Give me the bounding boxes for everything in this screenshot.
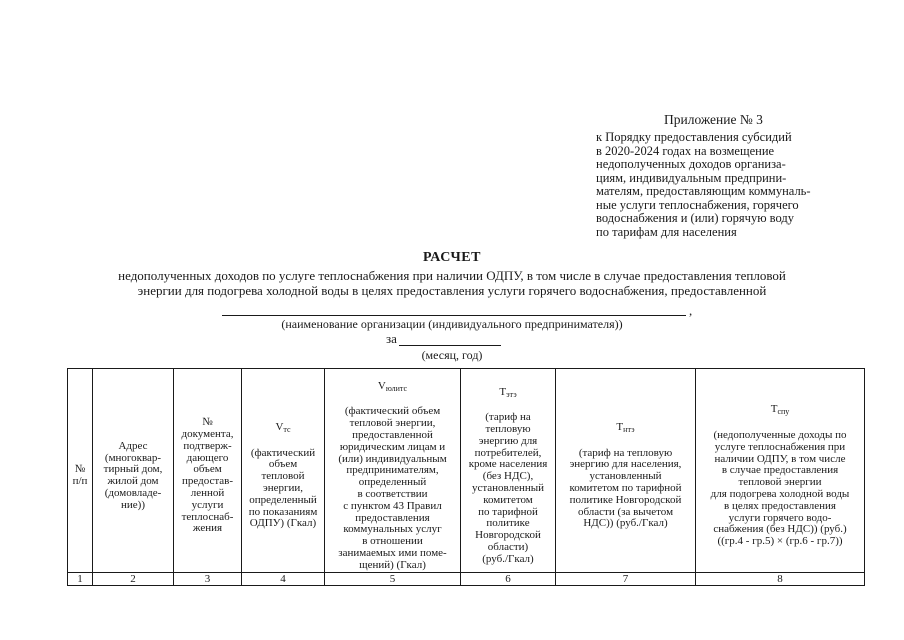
column-header-label: (тариф на тепловую энергию для потребителей, кроме населения (без НДС), установленный комитетом по тарифной политике Новгородской области) (руб./Гкал) bbox=[468, 411, 548, 565]
column-number: 8 bbox=[696, 572, 865, 585]
variable-subscript: нтэ bbox=[623, 425, 635, 435]
column-header-label: (тариф на тепловую энергию для населения, установленный комитетом по тарифной политике Новгородской области (за вычетом НДС)) (руб./Гкал) bbox=[569, 446, 682, 530]
column-header-variable bbox=[462, 387, 554, 401]
column-header-t-nte bbox=[556, 369, 696, 573]
month-prefix: за bbox=[386, 331, 397, 346]
column-header-variable bbox=[326, 381, 459, 395]
column-number: 2 bbox=[93, 572, 174, 585]
calculation-table bbox=[67, 368, 865, 586]
table-header-row bbox=[68, 369, 865, 573]
column-number: 3 bbox=[174, 572, 242, 585]
variable-letter: Т bbox=[499, 385, 507, 398]
column-number: 7 bbox=[556, 572, 696, 585]
variable-subscript: спу bbox=[777, 407, 790, 417]
column-header-v-yulits bbox=[325, 369, 461, 573]
column-number: 5 bbox=[325, 572, 461, 585]
column-header-variable bbox=[697, 404, 863, 418]
document-title: РАСЧЕТ bbox=[423, 250, 481, 265]
column-number: 4 bbox=[242, 572, 325, 585]
month-blank-line bbox=[399, 333, 501, 346]
appendix-body: к Порядку предоставления субсидий в 2020-2024 годах на возмещение недополученных доходов организа- циям, индивидуальным предприни- мателям, предоставляющим коммуналь- ные услуги теплоснабжения, горячего водоснабжения и (или) горячую воду по тарифам для населения bbox=[596, 130, 811, 239]
column-number: 1 bbox=[68, 572, 93, 585]
column-header-number bbox=[68, 369, 93, 573]
column-header-label: № п/п bbox=[72, 463, 88, 488]
column-header-label: (фактический объем тепловой энергии, определенный по показаниям ОДПУ) (Гкал) bbox=[248, 446, 318, 530]
column-header-v-ts bbox=[242, 369, 325, 573]
variable-letter: V bbox=[377, 379, 386, 392]
appendix-title: Приложение № 3 bbox=[664, 112, 763, 127]
variable-subscript: тс bbox=[283, 425, 291, 435]
organization-caption: (наименование организации (индивидуального предпринимателя)) bbox=[281, 317, 623, 331]
document-subtitle: недополученных доходов по услуге теплоснабжения при наличии ОДПУ, в том числе в случае предоставления тепловой энергии для подогрева холодной воды в целях предоставления услуги горячего водоснабжения, предоставленной bbox=[118, 268, 786, 298]
column-header-t-ete bbox=[461, 369, 556, 573]
variable-letter: Т bbox=[770, 403, 778, 416]
month-caption: (месяц, год) bbox=[421, 348, 483, 362]
column-header-document bbox=[174, 369, 242, 573]
column-number: 6 bbox=[461, 572, 556, 585]
column-header-label: (фактический объем тепловой энергии, предоставленной юридическим лицам и (или) индивидуальным предпринимателям, определенный в соответствии с пунктом 43 Правил предоставления коммунальных услуг в отношении занимаемых ими поме- щений) (Гкал) bbox=[338, 405, 447, 571]
column-header-t-spu bbox=[696, 369, 865, 573]
organization-blank-line bbox=[222, 303, 686, 316]
column-header-label: № документа, подтверж- дающего объем предостав- ленной услуги теплоснаб- жения bbox=[181, 416, 234, 535]
column-header-variable bbox=[557, 422, 694, 436]
column-header-label: (недополученные доходы по услуге теплоснабжения при наличии ОДПУ, в том числе в случае предоставления тепловой энергии для подогрева холодной воды в целях предоставления услуги горячего водо- снабжения (без НДС)) (руб.) ((гр.4 - гр.5) × (гр.6 - гр.7)) bbox=[710, 428, 850, 548]
organization-line-comma: , bbox=[689, 303, 693, 318]
variable-subscript: этэ bbox=[506, 389, 517, 399]
variable-subscript: юлитс bbox=[385, 383, 408, 393]
variable-letter: Т bbox=[616, 421, 624, 434]
column-header-address bbox=[93, 369, 174, 573]
column-header-label: Адрес (многоквар- тирный дом, жилой дом (домовладе- ние)) bbox=[103, 439, 163, 511]
variable-letter: V bbox=[275, 421, 284, 434]
column-header-variable bbox=[243, 422, 323, 436]
column-number-row bbox=[68, 572, 865, 585]
